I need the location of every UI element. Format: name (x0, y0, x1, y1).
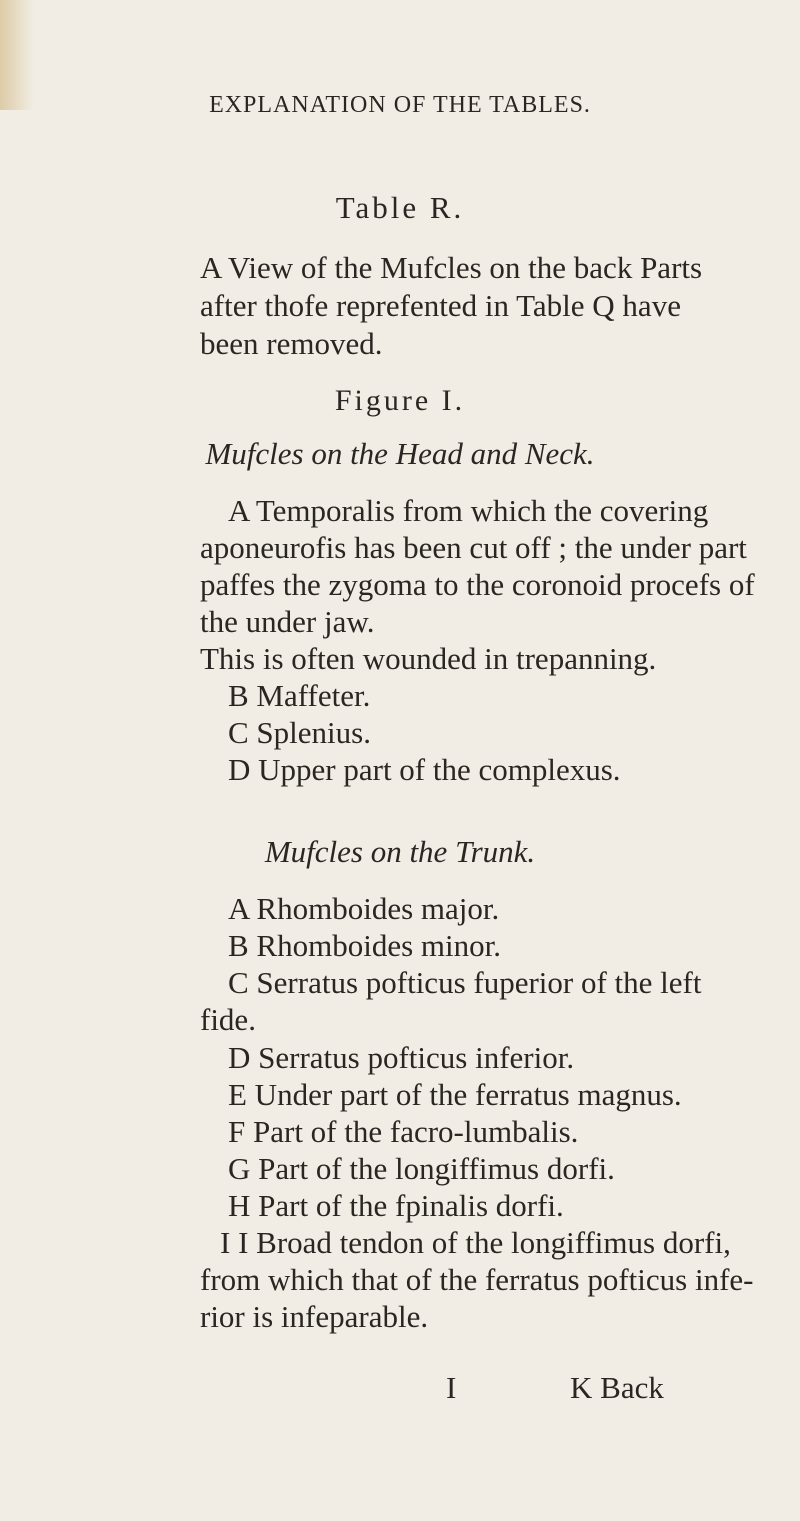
intro-line-2: after thofe reprefented in Table Q have (200, 288, 681, 323)
catchword: K Back (570, 1370, 664, 1405)
trunk-line-6: E Under part of the ferratus magnus. (228, 1077, 682, 1112)
trunk-line-1: A Rhomboides major. (228, 891, 500, 926)
head-neck-line-4: the under jaw. (200, 604, 375, 639)
figure-heading: Figure I. (334, 384, 466, 417)
trunk-line-2: B Rhomboides minor. (228, 928, 501, 963)
trunk-line-7: F Part of the facro-lumbalis. (228, 1114, 579, 1149)
trunk-line-12: rior is infeparable. (200, 1299, 429, 1334)
head-neck-line-5: This is often wounded in trepanning. (200, 641, 657, 676)
head-neck-line-8: D Upper part of the complexus. (228, 752, 621, 787)
trunk-line-4: fide. (200, 1002, 256, 1037)
table-title: Table R. (335, 190, 465, 225)
section-heading-head-neck: Mufcles on the Head and Neck. (205, 436, 595, 471)
intro-line-3: been removed. (200, 326, 383, 361)
head-neck-line-3: paffes the zygoma to the coronoid procefs of (200, 567, 755, 602)
trunk-line-9: H Part of the fpinalis dorfi. (228, 1188, 564, 1223)
running-head: EXPLANATION OF THE TABLES. (209, 92, 591, 118)
trunk-line-10: I I Broad tendon of the longiffimus dorfi, (220, 1225, 731, 1260)
trunk-line-3: C Serratus pofticus fuperior of the left (228, 965, 702, 1000)
trunk-line-8: G Part of the longiffimus dorfi. (228, 1151, 615, 1186)
head-neck-line-1: A Temporalis from which the covering (228, 493, 709, 528)
intro-line-1: A View of the Mufcles on the back Parts (200, 250, 703, 285)
signature-mark: I (446, 1370, 457, 1405)
head-neck-line-2: aponeurofis has been cut off ; the under part (200, 530, 747, 565)
trunk-line-5: D Serratus pofticus inferior. (228, 1040, 575, 1075)
head-neck-line-7: C Splenius. (228, 715, 371, 750)
section-heading-trunk: Mufcles on the Trunk. (264, 834, 536, 869)
trunk-line-11: from which that of the ferratus pofticus infe- (200, 1262, 754, 1297)
head-neck-line-6: B Maffeter. (228, 678, 371, 713)
